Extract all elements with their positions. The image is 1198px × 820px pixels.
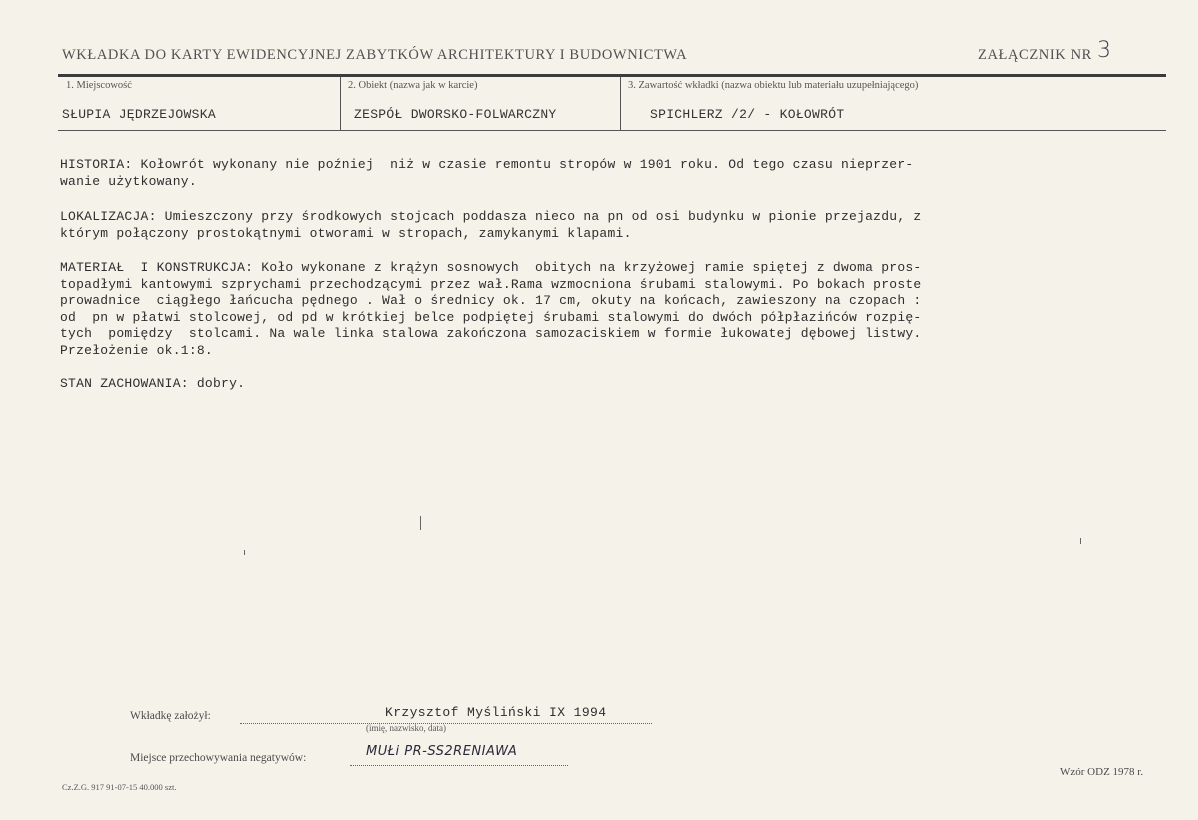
attachment-number: 3 — [1097, 38, 1111, 63]
negatives-label: Miejsce przechowywania negatywów: — [130, 752, 307, 764]
author-value: Krzysztof Myśliński IX 1994 — [385, 705, 607, 720]
place-value: SŁUPIA JĘDRZEJOWSKA — [62, 107, 216, 122]
stray-mark — [244, 550, 245, 555]
negatives-dotted-line — [350, 764, 568, 766]
negatives-value: MUŁi PR-SS2RENIAWA — [366, 744, 518, 759]
location-line: LOKALIZACJA: Umieszczony przy środkowych stojcach poddasza nieco na pn od osi budynku w pionie przejazdu, z — [60, 209, 922, 224]
condition-line: STAN ZACHOWANIA: dobry. — [60, 376, 246, 391]
header-bottom-rule — [58, 130, 1166, 131]
header-top-rule — [58, 74, 1166, 77]
author-caption: (imię, nazwisko, data) — [366, 723, 446, 733]
author-dotted-line — [240, 722, 652, 724]
column-divider — [340, 77, 341, 131]
material-line: MATERIAŁ I KONSTRUKCJA: Koło wykonane z krążyn sosnowych obitych na krzyżowej ramie spiętej z dwoma pros- — [60, 260, 922, 275]
attachment-label: ZAŁĄCZNIK NR — [978, 47, 1092, 63]
column-divider — [620, 77, 621, 131]
location-line: którym połączony prostokątnymi otworami w stropach, zamykanymi klapami. — [60, 225, 632, 241]
material-line: od pn w płatwi stolcowej, od pd w krótkiej belce podpiętej śrubami stalowymi do dwóch półpłazińców rozpię- — [60, 309, 922, 325]
location-section — [60, 209, 1120, 242]
print-info: Cz.Z.G. 917 91-07-15 40.000 szt. — [62, 782, 177, 792]
document-title: WKŁADKA DO KARTY EWIDENCYJNEJ ZABYTKÓW ARCHITEKTURY I BUDOWNICTWA — [62, 47, 688, 63]
author-label: Wkładkę założył: — [130, 710, 211, 722]
history-section — [60, 157, 1120, 190]
material-section — [60, 260, 1120, 359]
material-line: tych pomiędzy stolcami. Na wale linka stalowa zakończona samozaciskiem w formie łukowatej dębowej listwy. — [60, 326, 922, 341]
content-value: SPICHLERZ /2/ - KOŁOWRÓT — [650, 107, 845, 122]
material-line: topadłymi kantowymi szprychami przechodzącymi przez wał.Rama wzmocniona śrubami stalowymi. Po bokach proste — [60, 276, 922, 292]
column-label-object: 2. Obiekt (nazwa jak w karcie) — [348, 80, 478, 91]
stray-mark — [420, 516, 421, 530]
stray-mark — [1080, 538, 1081, 544]
material-line: Przełożenie ok.1:8. — [60, 342, 213, 358]
object-value: ZESPÓŁ DWORSKO-FOLWARCZNY — [354, 107, 557, 122]
column-label-content: 3. Zawartość wkładki (nazwa obiektu lub materiału uzupełniającego) — [628, 80, 919, 91]
condition-section — [60, 376, 1120, 393]
history-line: HISTORIA: Kołowrót wykonany nie poźniej niż w czasie remontu stropów w 1901 roku. Od tego czasu nieprzer- — [60, 157, 914, 172]
material-line: prowadnice ciągłego łańcucha pędnego . Wał o średnicy ok. 17 cm, okuty na końcach, zawieszony na czopach : — [60, 293, 922, 308]
template-label: Wzór ODZ 1978 r. — [1060, 766, 1144, 778]
history-line: wanie użytkowany. — [60, 173, 197, 189]
column-label-place: 1. Miejscowość — [66, 80, 132, 91]
